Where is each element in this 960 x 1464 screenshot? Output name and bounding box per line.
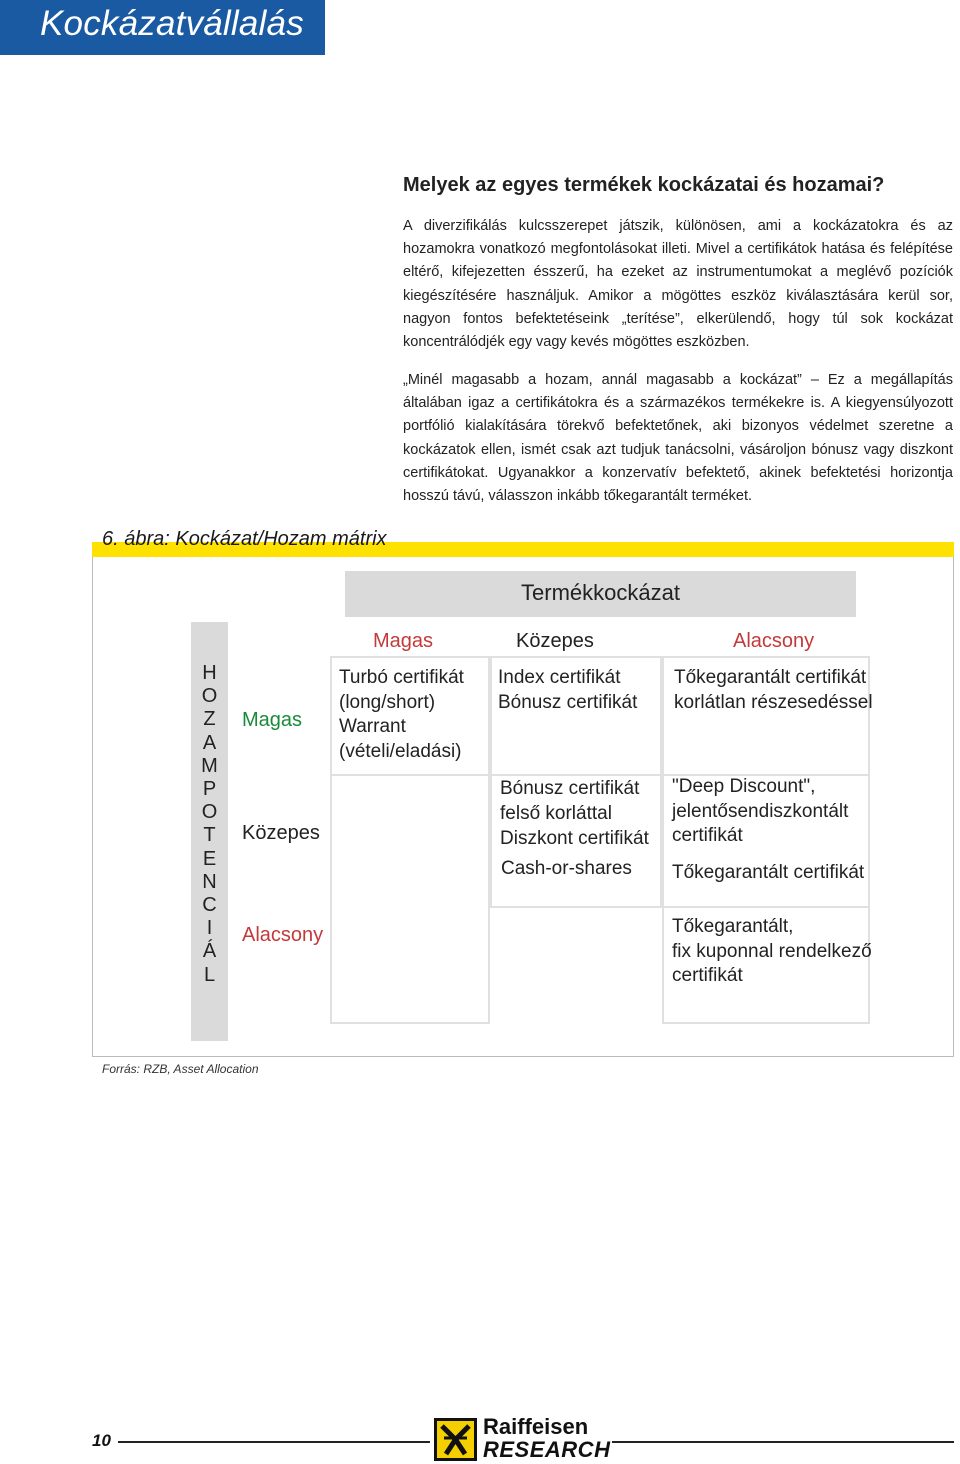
- figure-title: 6. ábra: Kockázat/Hozam mátrix: [102, 528, 387, 550]
- column-label-medium: Közepes: [516, 630, 594, 652]
- axis-letter: T: [203, 824, 216, 847]
- axis-letter: A: [202, 731, 217, 754]
- axis-letter: C: [202, 894, 217, 917]
- cell-line: Tőkegarantált certifikát: [672, 862, 865, 883]
- page-number: 10: [92, 1431, 111, 1450]
- axis-letter: Z: [203, 708, 216, 731]
- cell-line: (vételi/eladási): [339, 740, 462, 762]
- paragraph-1: A diverzifikálás kulcsszerepet játszik, különösen, ami a kockázatokra és az hozamokra vonatkozó megfontolásokat illeti. Mivel a certifikátok hatása és felépítése eltérő, kifejezetten ésszerű, ha ezeket az instrumentumokat a meglévő pozíciók kiegészítésére használjuk. Amikor a mögöttes eszköz kiválasztására kerül sor, nagyon fontos befektetéseink „terítése”, elkerülendő, hogy túl sok kockázat koncentrálódjék egy vagy kevés mögöttes eszközben.: [403, 218, 953, 351]
- logo-text-research: RESEARCH: [483, 1437, 611, 1462]
- row-label-low: Alacsony: [242, 924, 324, 946]
- cell-line: Cash-or-shares: [501, 858, 632, 879]
- cell-high-high-text: [339, 666, 464, 764]
- yield-potential-letters: [191, 662, 228, 987]
- column-label-low: Alacsony: [733, 630, 815, 652]
- product-risk-header: [345, 571, 856, 617]
- axis-letter: H: [202, 662, 217, 684]
- cell-line: korlátlan részesedéssel: [674, 691, 873, 713]
- axis-letter: O: [201, 685, 218, 708]
- cell-line: Turbó certifikát: [339, 667, 464, 688]
- cell-line: (long/short): [339, 691, 436, 713]
- raiffeisen-logo-icon: [434, 1418, 477, 1461]
- cell-line: jelentősendiszkontált: [672, 800, 849, 822]
- page-title: Kockázatvállalás: [40, 4, 304, 43]
- row-label-medium: Közepes: [242, 822, 320, 844]
- cell-high-low-text: [674, 666, 873, 715]
- title-banner: [0, 0, 325, 55]
- cell-line: Tőkegarantált certifikát: [674, 667, 867, 688]
- cell-medium-low-text-b: [672, 861, 864, 886]
- paragraph-2: „Minél magasabb a hozam, annál magasabb a kockázat” – Ez a megállapítás általában igaz a certifikátokra és a származékos termékekre is. A kiegyensúlyozott portfólió kialakítására törekvő befektetőnek, aki bizonyos védelmet szeretne a kockázatok ellen, ismét csak azt tudjuk tanácsolni, vásároljon bónusz vagy diszkont certifikátokat. Ugyanakkor a konzervatív befektető, akinek befektetési horizontja hosszú távú, válasszon inkább tőkegarantált terméket.: [403, 372, 953, 505]
- cell-line: Bónusz certifikát: [498, 691, 638, 713]
- cell-line: certifikát: [672, 825, 743, 846]
- axis-letter: O: [201, 801, 218, 824]
- cell-medium-medium-text-b: [500, 827, 649, 852]
- cell-line: Bónusz certifikát: [500, 778, 640, 799]
- axis-letter: N: [202, 870, 217, 893]
- axis-letter: P: [202, 778, 217, 801]
- cell-line: Tőkegarantált,: [672, 916, 794, 937]
- axis-letter: E: [202, 847, 217, 870]
- cell-line: Index certifikát: [498, 667, 621, 688]
- cell-line: felső korláttal: [500, 802, 612, 824]
- cell-line: "Deep Discount",: [672, 776, 816, 797]
- cell-line: Warrant: [339, 716, 406, 737]
- cell-medium-medium-text-c: [501, 857, 632, 882]
- footer-rule-right: [612, 1441, 954, 1443]
- axis-letter: L: [203, 963, 216, 986]
- cell-line: Diszkont certifikát: [500, 828, 649, 849]
- axis-letter: I: [206, 917, 213, 940]
- axis-letter: Á: [202, 940, 217, 963]
- yield-potential-axis: [191, 622, 228, 1041]
- product-risk-label: Termékkockázat: [521, 580, 680, 605]
- section-heading: Melyek az egyes termékek kockázatai és hozamai?: [403, 174, 885, 196]
- cell-low-low-text: [672, 915, 872, 989]
- axis-letter: M: [201, 754, 218, 777]
- cell-line: fix kuponnal rendelkező: [672, 940, 872, 962]
- footer-rule-left: [118, 1441, 430, 1443]
- column-label-high: Magas: [373, 630, 434, 652]
- cell-medium-medium-text: [500, 777, 639, 826]
- row-label-high: Magas: [242, 709, 303, 731]
- figure-source: Forrás: RZB, Asset Allocation: [102, 1062, 259, 1076]
- cell-line: certifikát: [672, 965, 743, 986]
- cell-high-medium-text: [498, 666, 637, 715]
- logo-text-raiffeisen: Raiffeisen: [483, 1414, 589, 1439]
- cell-medium-low-text: [672, 775, 848, 849]
